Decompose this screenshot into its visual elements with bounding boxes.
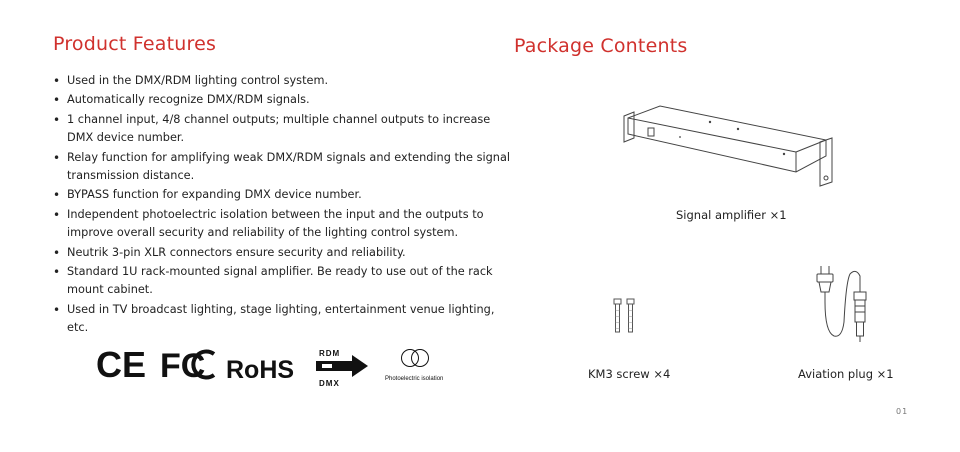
feature-item: • BYPASS function for expanding DMX device number. [53, 186, 513, 204]
feature-item: • Relay function for amplifying weak DMX/RDM signals and extending the signal transmission distance. [53, 149, 513, 186]
aviation-plug-icon [808, 262, 870, 348]
svg-text:RoHS: RoHS [226, 356, 295, 384]
signal-amplifier-icon [620, 100, 850, 190]
page-number: 01 [896, 407, 909, 416]
rdm-dmx-arrow-icon [316, 349, 368, 388]
package-title: Package Contents [514, 35, 688, 57]
certification-logos [96, 344, 466, 388]
feature-item: • Used in TV broadcast lighting, stage lighting, entertainment venue lighting, etc. [53, 301, 513, 338]
rohs-logo [226, 356, 294, 384]
svg-text:DMX: DMX [319, 379, 340, 388]
svg-text:Photoelectric isolation: Photoelectric isolation [385, 376, 444, 382]
ce-logo [96, 344, 146, 385]
signal-amplifier-caption: Signal amplifier ×1 [676, 208, 787, 222]
feature-item: • Standard 1U rack-mounted signal amplifier. Be ready to use out of the rack mount cabinet. [53, 263, 513, 300]
feature-item: • Used in the DMX/RDM lighting control system. [53, 72, 513, 90]
svg-text:RDM: RDM [319, 349, 341, 358]
feature-item: • Independent photoelectric isolation between the input and the outputs to improve overall security and reliability of the lighting control system. [53, 206, 513, 243]
fcc-logo [160, 347, 214, 385]
features-title: Product Features [53, 33, 217, 55]
svg-text:CE: CE [96, 344, 147, 385]
features-list [53, 72, 513, 339]
aviation-plug-caption: Aviation plug ×1 [798, 367, 894, 381]
svg-text:FC: FC [160, 347, 206, 385]
feature-item: • 1 channel input, 4/8 channel outputs; multiple channel outputs to increase DMX device number. [53, 111, 513, 148]
feature-item: • Automatically recognize DMX/RDM signals. [53, 91, 513, 109]
feature-item: • Neutrik 3-pin XLR connectors ensure security and reliability. [53, 244, 513, 262]
screw-icon [609, 296, 639, 338]
photoelectric-isolation-icon [385, 350, 443, 383]
screw-caption: KM3 screw ×4 [588, 367, 671, 381]
